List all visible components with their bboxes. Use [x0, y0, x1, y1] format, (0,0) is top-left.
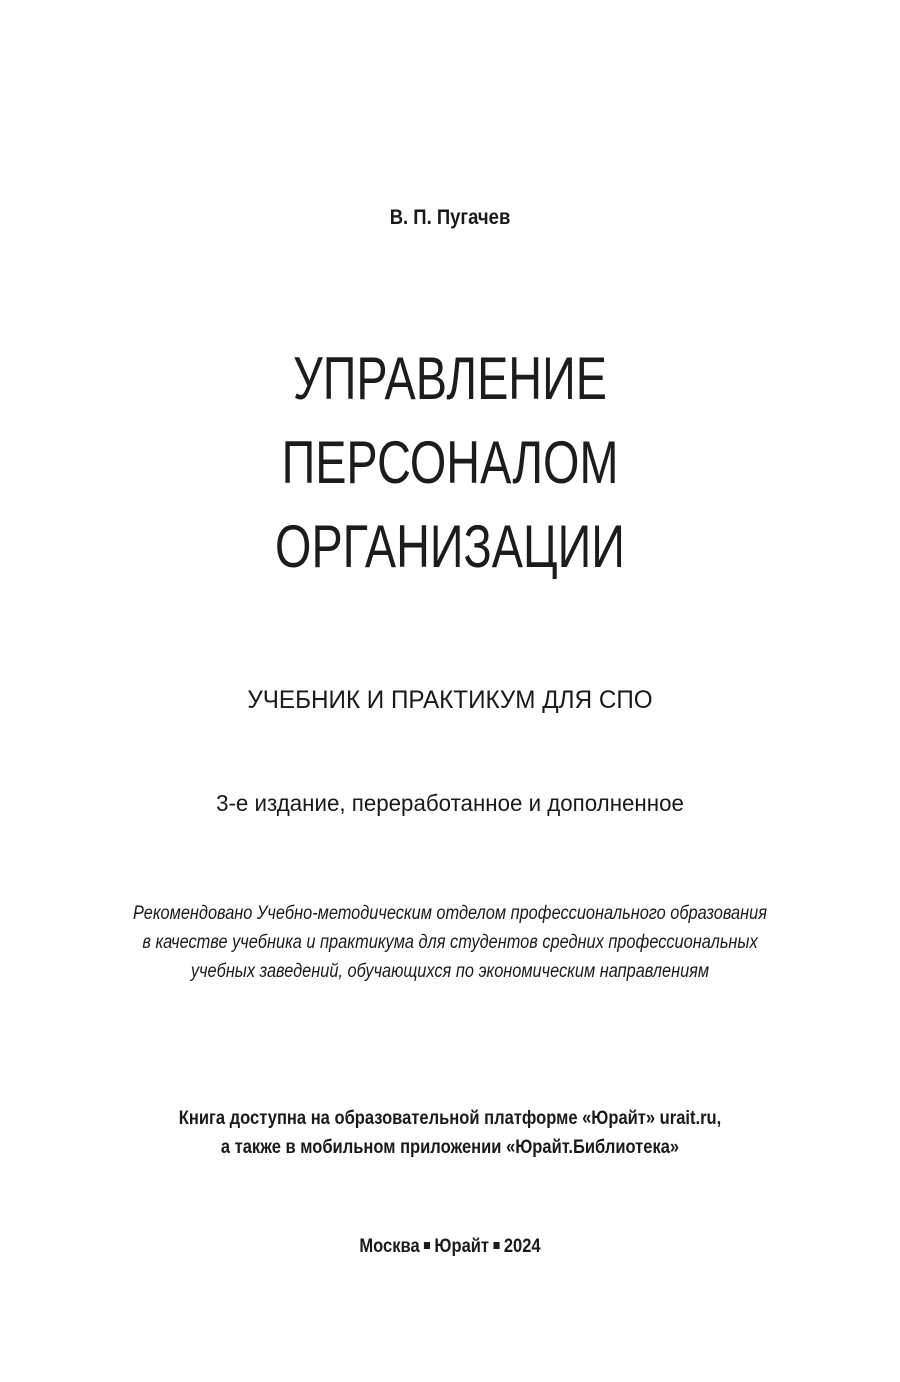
imprint: [59, 1236, 842, 1258]
imprint-publisher: Юрайт: [434, 1236, 490, 1257]
author-name: В. П. Пугачев: [389, 206, 511, 229]
recommendation-line-1: Рекомендовано Учебно-методическим отделом профессионального образования: [133, 903, 767, 924]
separator-square-icon: [493, 1242, 499, 1249]
availability-line-1: Книга доступна на образовательной платформе «Юрайт» urait.ru,: [178, 1108, 722, 1129]
imprint-city: Москва: [359, 1236, 420, 1257]
separator-square-icon: [424, 1242, 430, 1249]
imprint-year: 2024: [503, 1236, 541, 1257]
title-line-2: ПЕРСОНАЛОМ: [281, 429, 619, 496]
availability-line-2: а также в мобильном приложении «Юрайт.Библиотека»: [220, 1137, 680, 1158]
edition-note: 3-е издание, переработанное и дополненное: [216, 790, 684, 816]
book-subtitle: УЧЕБНИК И ПРАКТИКУМ ДЛЯ СПО: [247, 686, 653, 714]
recommendation-line-3: учебных заведений, обучающихся по экономическим направлениям: [190, 961, 710, 982]
title-line-3: ОРГАНИЗАЦИИ: [275, 513, 625, 580]
title-line-1: УПРАВЛЕНИЕ: [293, 345, 607, 412]
recommendation-line-2: в качестве учебника и практикума для студентов средних профессиональных: [142, 932, 758, 953]
